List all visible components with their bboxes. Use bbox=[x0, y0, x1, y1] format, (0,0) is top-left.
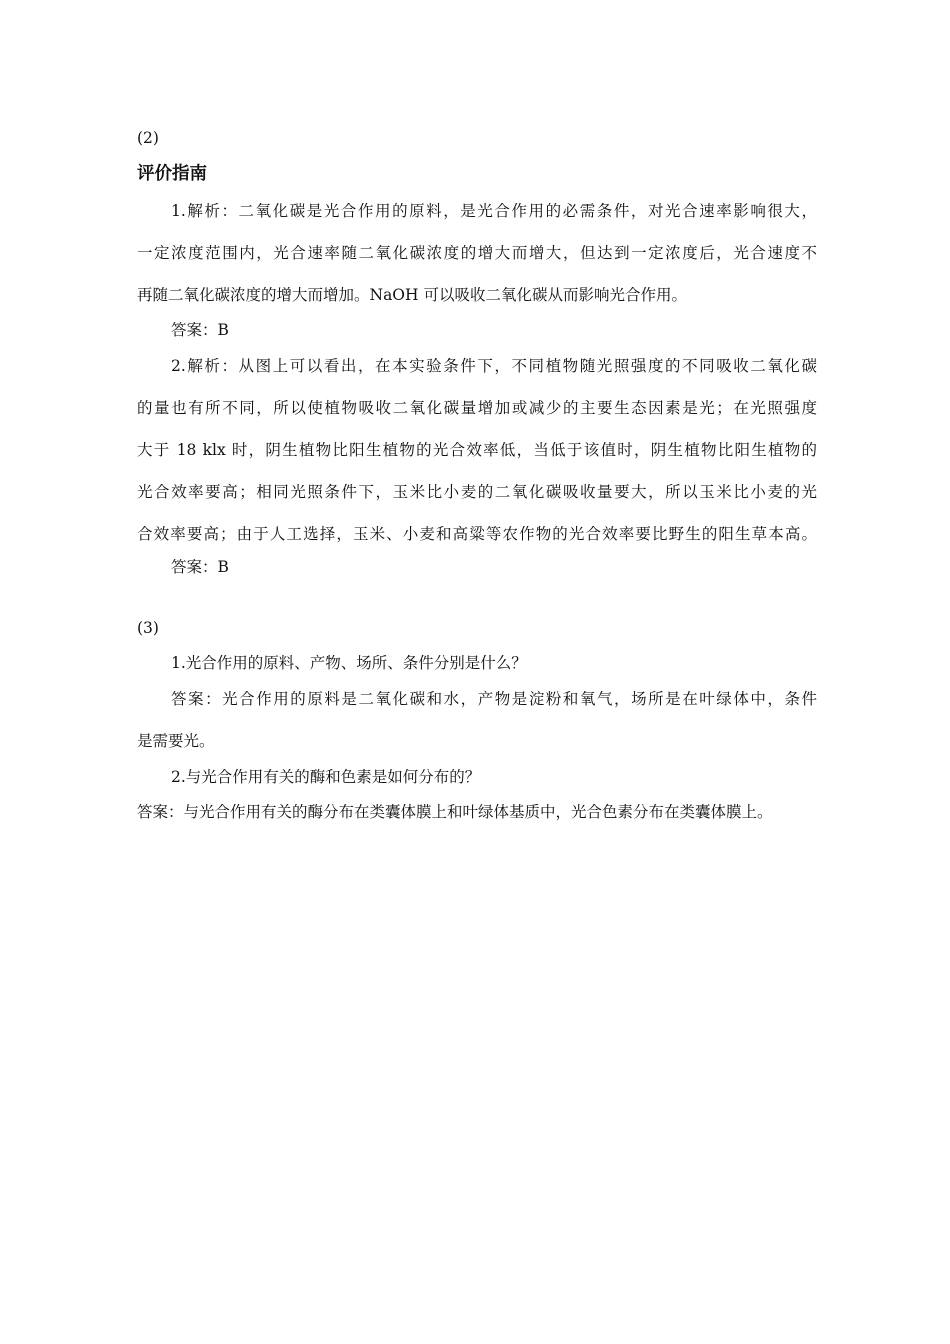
q1-analysis-line-1: 1.解析：二氧化碳是光合作用的原料，是光合作用的必需条件，对光合速率影响很大， bbox=[171, 202, 817, 220]
s3-q2-question: 2.与光合作用有关的酶和色素是如何分布的？ bbox=[171, 768, 481, 786]
q2-answer: 答案：B bbox=[171, 558, 229, 576]
q2-analysis-line-4: 光合效率要高；相同光照条件下，玉米比小麦的二氧化碳吸收量要大，所以玉米比小麦的光 bbox=[137, 483, 817, 501]
q2-analysis-line-2: 的量也有所不同，所以使植物吸收二氧化碳量增加或减少的主要生态因素是光；在光照强度 bbox=[137, 399, 817, 417]
s3-q2-answer: 答案：与光合作用有关的酶分布在类囊体膜上和叶绿体基质中，光合色素分布在类囊体膜上。 bbox=[137, 803, 773, 821]
q2-analysis-line-3: 大于 18 klx 时，阴生植物比阳生植物的光合效率低，当低于该值时，阴生植物比阳生植物的 bbox=[137, 441, 817, 459]
q2-analysis-line-5: 合效率要高；由于人工选择，玉米、小麦和高粱等农作物的光合效率要比野生的阳生草本高。 bbox=[137, 525, 817, 543]
q1-analysis-line-3: 再随二氧化碳浓度的增大而增加。NaOH 可以吸收二氧化碳从而影响光合作用。 bbox=[137, 286, 687, 304]
q2-analysis-line-1: 2.解析：从图上可以看出，在本实验条件下，不同植物随光照强度的不同吸收二氧化碳 bbox=[171, 357, 817, 375]
section-3-label: (3) bbox=[137, 619, 159, 637]
section-heading: 评价指南 bbox=[137, 164, 207, 184]
s3-q1-answer-line-2: 是需要光。 bbox=[137, 732, 215, 750]
s3-q1-answer-line-1: 答案：光合作用的原料是二氧化碳和水，产物是淀粉和氧气，场所是在叶绿体中，条件 bbox=[171, 690, 817, 708]
q1-answer: 答案：B bbox=[171, 321, 229, 339]
q1-analysis-line-2: 一定浓度范围内，光合速率随二氧化碳浓度的增大而增大，但达到一定浓度后，光合速度不 bbox=[137, 244, 817, 262]
section-2-label: (2) bbox=[137, 129, 159, 147]
s3-q1-question: 1.光合作用的原料、产物、场所、条件分别是什么？ bbox=[171, 654, 527, 672]
